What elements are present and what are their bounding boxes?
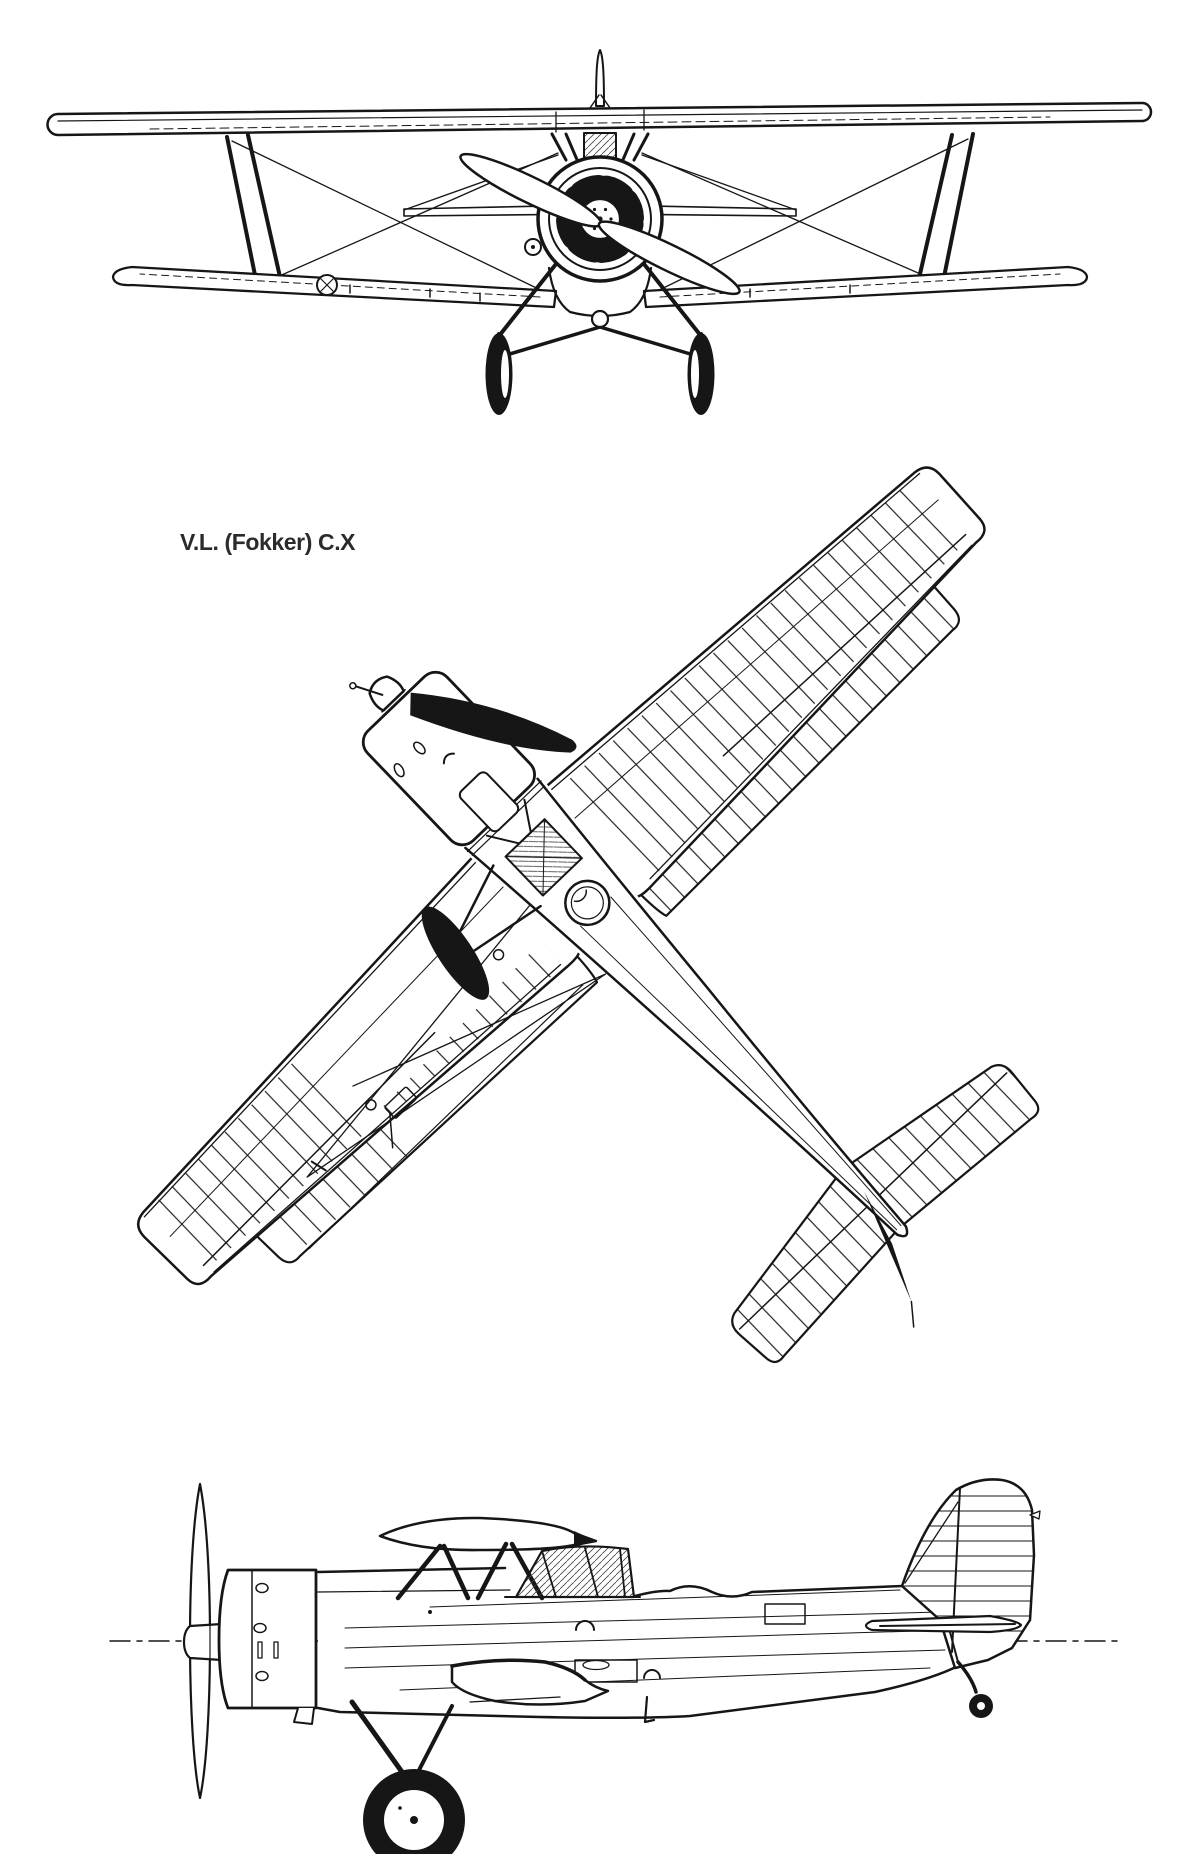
side-tailwheel (958, 1662, 993, 1718)
side-landing-gear (352, 1702, 465, 1854)
front-wheels (486, 333, 715, 415)
front-antenna-mast (590, 50, 610, 108)
side-view (110, 1479, 1120, 1854)
front-upper-wing (48, 103, 1152, 135)
side-spinner (184, 1624, 222, 1660)
front-view (48, 50, 1152, 415)
drawing-title: V.L. (Fokker) C.X (180, 529, 356, 555)
plan-view (0, 289, 1200, 1668)
side-propeller (184, 1484, 222, 1798)
side-cowling (219, 1570, 316, 1724)
front-landing-gear (486, 264, 715, 415)
